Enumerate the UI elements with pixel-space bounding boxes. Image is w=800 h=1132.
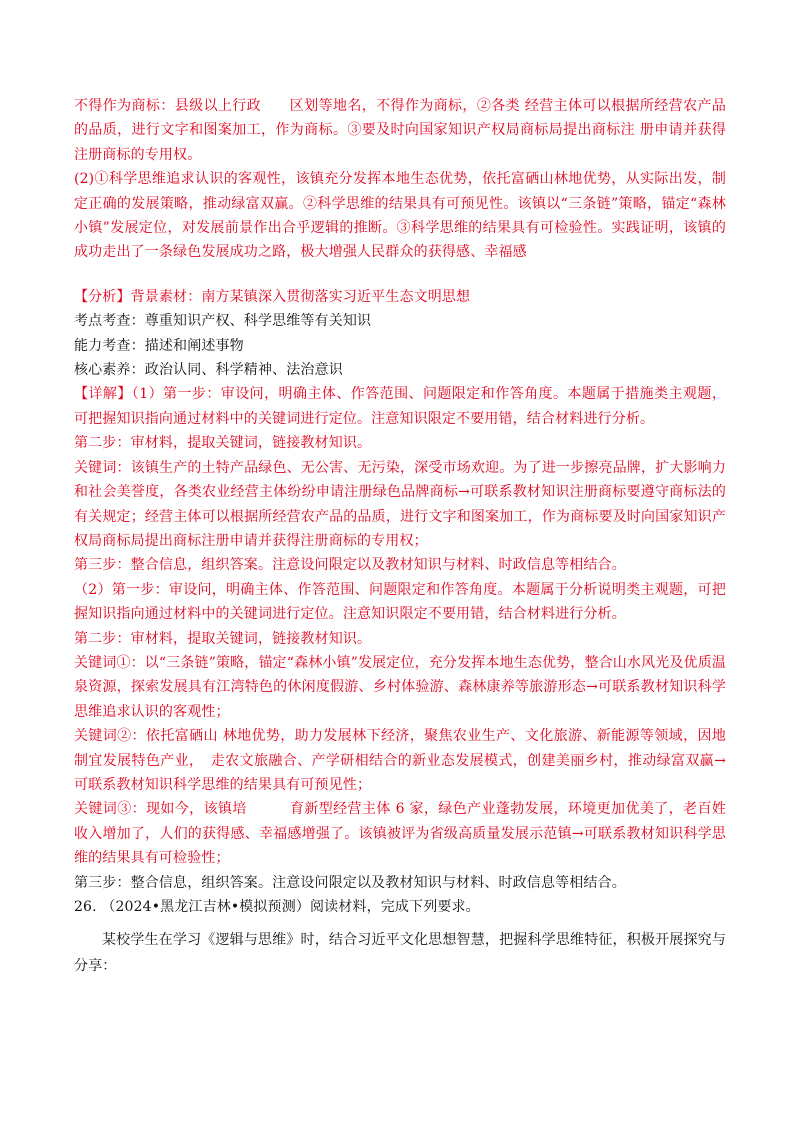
question-26-material: 某校学生在学习《逻辑与思维》时，结合习近平文化思想智慧，把握科学思维特征，积极开展探究与分享：: [74, 932, 726, 975]
analysis-background: 【分析】背景素材：南方某镇深入贯彻落实习近平生态文明思想: [74, 288, 471, 305]
answer-paragraph-2: (2)①科学思维追求认识的客观性，该镇充分发挥本地生态优势，依托富硒山林地优势，从实际出发，制定正确的发展策略，推动绿富双赢。②科学思维的结果具有可预见性。该镇以“三条链”策略，锚定“森林小镇”发展定位，对发展前景作出合乎逻辑的推断。③科学思维的结果具有可检验性。实践证明，该镇的成功走出了一条绿色发展成功之路，极大增强人民群众的获得感、幸福感: [74, 171, 726, 261]
detail-step3-q1: 第三步：整合信息，组织答案。注意设问限定以及教材知识与材料、时政信息等相结合。: [74, 557, 626, 574]
question-26-header: 26. （2024•黑龙江吉林•模拟预测）阅读材料，完成下列要求。: [74, 899, 480, 915]
analysis-suyang: 核心素养：政治认同、科学精神、法治意识: [74, 362, 343, 379]
detail-step2-q2: 第二步：审材料，提取关键词，链接教材知识。: [74, 630, 372, 647]
detail-step1-q2: （2）第一步：审设问，明确主体、作答范围、问题限定和作答角度。本题属于分析说明类主观题，可把握知识指向通过材料中的关键词进行定位。注意知识限定不要用错，结合材料进行分析。: [74, 581, 726, 623]
detail-keyword-1: 关键词①：以“三条链”策略，锚定“森林小镇”发展定位，充分发挥本地生态优势，整合山水风光及优质温泉资源，探索发展具有江湾特色的休闲度假游、乡村体验游、森林康养等旅游形态→可联系教材知识科学思维追求认识的客观性；: [74, 654, 726, 720]
blank-gap: [74, 265, 726, 285]
detail-keywords-q1: 关键词：该镇生产的土特产品绿色、无公害、无污染，深受市场欢迎。为了进一步擦亮品牌，扩大影响力和社会美誉度，各类农业经营主体纷纷申请注册绿色品牌商标→可联系教材知识注册商标要遵守商标法的有关规定；经营主体可以根据所经营农产品的品质，进行文字和图案加工，作为商标要及时向国家知识产权局商标局提出商标注册申请并获得注册商标的专用权；: [74, 459, 726, 549]
detail-step3-q2: 第三步：整合信息，组织答案。注意设问限定以及教材知识与材料、时政信息等相结合。: [74, 874, 626, 891]
answer-paragraph-1: 不得作为商标：县级以上行政 区划等地名，不得作为商标，②各类 经营主体可以根据所经营农产品的品质，进行文字和图案加工，作为商标。③要及时向国家知识产权局商标局提出商标注 册申请并获得注册商标的专用权。: [74, 98, 726, 163]
detail-step2-q1: 第二步：审材料，提取关键词，链接教材知识。: [74, 435, 372, 452]
detail-step1-q1: 【详解】（1）第一步：审设问，明确主体、作答范围、问题限定和作答角度。本题属于措施类主观题，可把握知识指向通过材料中的关键词进行定位。注意知识限定不要用错，结合材料进行分析。: [74, 386, 726, 427]
analysis-kaodian: 考点考查：尊重知识产权、科学思维等有关知识: [74, 313, 372, 330]
page-content: [74, 94, 726, 979]
detail-keyword-3: 关键词③：现如今，该镇培 育新型经营主体 6 家，绿色产业蓬勃发展，环境更加优美了，老百姓收入增加了，人们的获得感、幸福感增强了。该镇被评为省级高质量发展示范镇→可联系教材知识科学思维的结果具有可检验性；: [74, 801, 726, 867]
detail-keyword-2: 关键词②：依托富硒山 林地优势，助力发展林下经济，聚焦农业生产、文化旅游、新能源等领域，因地制宜发展特色产业， 走农文旅融合、产学研相结合的新业态发展模式，创建美丽乡村，推动绿富双赢→可联系教材知识科学思维的结果具有可预见性；: [74, 728, 726, 793]
analysis-nengli: 能力考查：描述和阐述事物: [74, 337, 244, 354]
